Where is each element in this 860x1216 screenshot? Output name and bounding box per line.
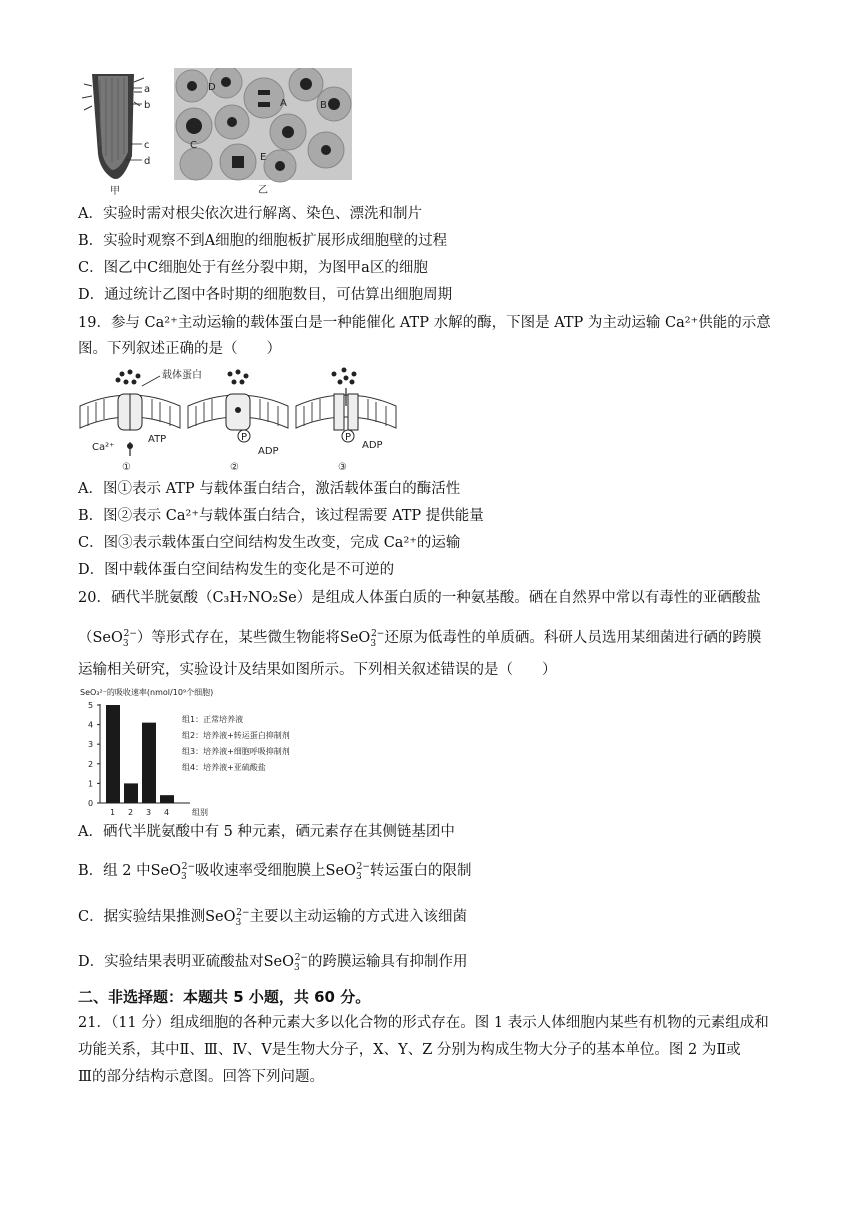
label-step-3: ③: [338, 462, 347, 473]
bar-chart-seo3-absorption: [78, 686, 318, 816]
q20-option-a: A．硒代半胱氨酸中有 5 种元素，硒元素存在其侧链基团中: [78, 824, 455, 840]
q18-option-c: C．图乙中C细胞处于有丝分裂中期，为图甲a区的细胞: [78, 260, 428, 276]
q19-option-d: D．图中载体蛋白空间结构发生的变化是不可逆的: [78, 562, 395, 578]
label-atp: ATP: [148, 434, 167, 445]
membrane-3: [296, 368, 396, 474]
y-tick-label: 5: [88, 701, 94, 710]
root-label-a: a: [144, 84, 151, 95]
legend-group3: 组3：培养液+细胞呼吸抑制剂: [182, 747, 290, 756]
legend-group1: 组1：正常培养液: [182, 715, 244, 724]
y-tick-label: 1: [88, 779, 94, 789]
bar-group-3: [142, 723, 156, 803]
membrane-1: [80, 394, 180, 430]
root-label-d: d: [144, 156, 151, 167]
figure-ca-pump: [78, 366, 398, 474]
q20-stem-line1: 20．硒代半胱氨酸（C₃H₇NO₂Se）是组成人体蛋白质的一种氨基酸。硒在自然界中常以有毒性的亚硒酸盐: [78, 590, 761, 606]
q20-option-d: D．实验结果表明亚硫酸盐对SeO$_3^{2-}$的跨膜运输具有抑制作用: [78, 953, 468, 973]
bar-group-2: [124, 783, 138, 803]
x-axis-label: 组别: [192, 808, 208, 816]
q19-option-c: C．图③表示载体蛋白空间结构发生改变，完成 Ca²⁺的运输: [78, 535, 461, 551]
q21-line1: 21．（11 分）组成细胞的各种元素大多以化合物的形式存在。图 1 表示人体细胞内某些有机物的元素组成和: [78, 1015, 769, 1031]
chart-title: SeO₃²⁻的吸收速率(nmol/10⁹个细胞): [80, 688, 214, 697]
ion-seo3: SeO$_3^{2-}$: [339, 629, 385, 649]
legend-group2: 组2：培养液+转运蛋白抑制剂: [182, 731, 290, 740]
x-tick-label: 1: [110, 808, 116, 816]
x-tick-label: 2: [128, 808, 134, 816]
bar-group-4: [160, 795, 174, 803]
label-step-2: ②: [230, 462, 239, 473]
q20-option-c: C．据实验结果推测SeO$_3^{2-}$主要以主动运输的方式进入该细菌: [78, 908, 468, 928]
cell-label-a: A: [280, 98, 287, 109]
y-tick-label: 0: [88, 799, 94, 808]
cell-label-d: D: [208, 82, 216, 93]
legend-group4: 组4：培养液+亚硫酸盐: [182, 763, 266, 772]
q21-line3: Ⅲ的部分结构示意图。回答下列问题。: [78, 1069, 324, 1085]
label-adp-1: ADP: [258, 446, 279, 457]
label-step-1: ①: [122, 462, 131, 473]
q18-option-a: A．实验时需对根尖依次进行解离、染色、漂洗和制片: [78, 206, 422, 222]
ion-seo3: SeO$_3^{2-}$: [92, 629, 137, 649]
cell-label-e: E: [260, 152, 267, 163]
q18-option-d: D．通过统计乙图中各时期的细胞数目，可估算出细胞周期: [78, 287, 453, 303]
q19-option-b: B．图②表示 Ca²⁺与载体蛋白结合，该过程需要 ATP 提供能量: [78, 508, 484, 524]
label-adp-2: ADP: [362, 440, 383, 451]
cell-label-b: B: [320, 100, 327, 111]
fig18-caption-jia: 甲: [110, 186, 120, 197]
bar-group-1: [106, 705, 120, 803]
section2-heading: 二、非选择题：本题共 5 小题，共 60 分。: [78, 988, 371, 1006]
q19-stem-line1: 19．参与 Ca²⁺主动运输的载体蛋白是一种能催化 ATP 水解的酶，下图是 ATP 为主动运输 Ca²⁺供能的示意: [78, 315, 771, 331]
membrane-2: [188, 370, 288, 474]
q19-stem-line2: 图。下列叙述正确的是（ ）: [78, 341, 281, 357]
figure-root-tip: [78, 66, 160, 198]
q20-stem-line2: （SeO$_3^{2-}$）等形式存在，某些微生物能将SeO$_3^{2-}$还原为低毒性的单质硒。科研人员选用某细菌进行硒的跨膜: [78, 629, 762, 649]
y-tick-label: 3: [88, 740, 94, 750]
q21-line2: 功能关系，其中Ⅱ、Ⅲ、Ⅳ、Ⅴ是生物大分子，X、Y、Z 分别为构成生物大分子的基本单位。图 2 为Ⅱ或: [78, 1042, 741, 1058]
x-tick-label: 3: [146, 808, 152, 816]
y-tick-label: 4: [88, 720, 94, 730]
y-tick-label: 2: [88, 759, 94, 769]
label-phosphate-2: P: [345, 432, 352, 443]
figure-mitosis-cells: [174, 68, 352, 196]
fig18-caption-yi: 乙: [258, 185, 268, 196]
label-ca-ion: Ca²⁺: [92, 442, 115, 453]
q19-option-a: A．图①表示 ATP 与载体蛋白结合，激活载体蛋白的酶活性: [78, 481, 461, 497]
x-tick-label: 4: [164, 808, 170, 816]
cell-label-c: C: [190, 140, 197, 151]
q20-stem-line3: 运输相关研究，实验设计及结果如图所示。下列相关叙述错误的是（ ）: [78, 662, 557, 678]
root-label-b: b: [144, 100, 151, 111]
label-phosphate-1: P: [241, 432, 248, 443]
q18-option-b: B．实验时观察不到A细胞的细胞板扩展形成细胞壁的过程: [78, 233, 448, 249]
root-label-c: c: [144, 140, 150, 151]
q20-option-b: B．组 2 中SeO$_3^{2-}$吸收速率受细胞膜上SeO$_3^{2-}$转运蛋白的限制: [78, 862, 472, 882]
label-carrier-protein: 载体蛋白: [162, 370, 202, 381]
